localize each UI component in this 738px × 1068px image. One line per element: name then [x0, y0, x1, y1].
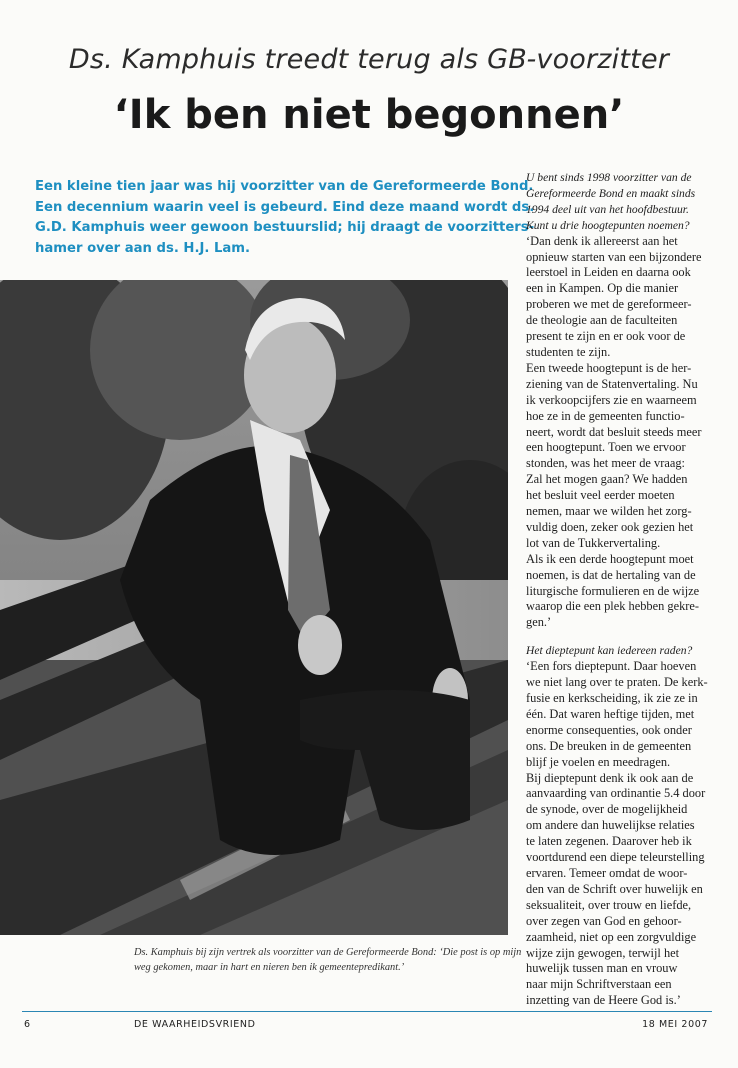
- answer-line: neert, wordt dat besluit steeds meer: [526, 424, 702, 439]
- answer-line: het besluit veel eerder moeten: [526, 488, 675, 503]
- answer-line: leerstoel in Leiden en daarna ook: [526, 265, 691, 280]
- answer-line: ziening van de Statenvertaling. Nu: [526, 376, 698, 391]
- question-line: Gereformeerde Bond en maakt sinds: [526, 186, 696, 200]
- answer-line: een in Kampen. Op die manier: [526, 281, 679, 296]
- footer-rule: [22, 1011, 712, 1012]
- answer-line: nemen, maar we wilden het zorg-: [526, 504, 692, 519]
- answer-line: wijze zijn gewogen, terwijl het: [526, 945, 680, 960]
- answer-line: liturgische formulieren en de wijze: [526, 583, 700, 598]
- answer-line: ik verkoopcijfers zie en waarneem: [526, 392, 697, 407]
- caption-line: weg gekomen, maar in hart en nieren ben ik gemeentepredikant.’: [134, 961, 405, 973]
- answer-line: voortdurend een diepe teleurstelling: [526, 850, 705, 865]
- answer-line: Een tweede hoogtepunt is de her-: [526, 360, 692, 375]
- answer-line: noemen, is dat de hertaling van de: [526, 567, 696, 582]
- lead-line: Een decennium waarin veel is gebeurd. Eind deze maand wordt ds.: [35, 199, 535, 215]
- answer-line: één. Dat waren heftige tijden, met: [526, 706, 695, 721]
- answer-line: Als ik een derde hoogtepunt moet: [526, 551, 694, 566]
- answer-line: lot van de Tukkervertaling.: [526, 535, 661, 550]
- answer-line: de theologie aan de faculteiten: [526, 313, 678, 328]
- answer-line: hoe ze in de gemeenten functio-: [526, 408, 685, 423]
- portrait-photo: [0, 280, 508, 935]
- publication-name: DE WAARHEIDSVRIEND: [134, 1019, 256, 1030]
- lead-line: G.D. Kamphuis weer gewoon bestuurslid; hij draagt de voorzitters-: [35, 220, 535, 236]
- answer-line: enorme consequenties, ook onder: [526, 722, 692, 737]
- answer-line: zaamheid, niet op een zorgvuldige: [526, 929, 697, 944]
- answer-line: ‘Dan denk ik allereerst aan het: [526, 233, 678, 248]
- answer-line: opnieuw starten van een bijzondere: [526, 249, 702, 264]
- question-line: Kunt u drie hoogtepunten noemen?: [526, 218, 690, 232]
- answer-line: den van de Schrift over huwelijk en: [526, 881, 703, 896]
- article-kicker: Ds. Kamphuis treedt terug als GB-voorzitter: [68, 44, 670, 75]
- lead-line: Een kleine tien jaar was hij voorzitter van de Gereformeerde Bond.: [35, 179, 534, 194]
- answer-line: gen.’: [526, 615, 552, 630]
- question-line: 1994 deel uit van het hoofdbestuur.: [526, 202, 689, 216]
- answer-line: Zal het mogen gaan? We hadden: [526, 472, 688, 487]
- answer-line: te laten zegenen. Daarover heb ik: [526, 834, 692, 849]
- answer-line: seksualiteit, over trouw en liefde,: [526, 897, 692, 912]
- answer-line: ons. De breuken in de gemeenten: [526, 738, 692, 753]
- answer-line: naar mijn Schriftverstaan een: [526, 977, 672, 992]
- question-line: U bent sinds 1998 voorzitter van de: [526, 171, 692, 184]
- answer-line: huwelijk tussen man en vrouw: [526, 961, 678, 976]
- answer-line: proberen we met de gereformeer-: [526, 297, 692, 312]
- answer-line: Bij dieptepunt denk ik ook aan de: [526, 770, 694, 785]
- article-headline: ‘Ik ben niet begonnen’: [113, 92, 625, 138]
- answer-line: vuldig doen, zeker ook gezien het: [526, 519, 694, 534]
- answer-line: ervaren. Temeer omdat de woor-: [526, 865, 688, 880]
- page-number: 6: [24, 1019, 31, 1030]
- answer-line: blijf je voelen en meedragen.: [526, 754, 671, 769]
- answer-line: ‘Een fors dieptepunt. Daar hoeven: [526, 659, 697, 674]
- answer-line: stonden, was het meer de vraag:: [526, 456, 685, 471]
- portrait-illustration: [0, 280, 508, 935]
- issue-date: 18 MEI 2007: [642, 1019, 708, 1030]
- lead-line: hamer over aan ds. H.J. Lam.: [35, 240, 251, 256]
- answer-line: fusie en kerkscheiding, ik zie ze in: [526, 691, 698, 705]
- answer-line: een hoogtepunt. Toen we ervoor: [526, 440, 686, 455]
- question-line: Het dieptepunt kan iedereen raden?: [526, 644, 693, 658]
- answer-line: we niet lang over te praten. De kerk-: [526, 675, 708, 690]
- answer-line: waarop die een plek hebben gekre-: [526, 599, 700, 614]
- answer-line: om andere dan huwelijkse relaties: [526, 818, 695, 833]
- answer-line: present te zijn en er ook voor de: [526, 329, 686, 344]
- interview-column: [526, 170, 726, 1009]
- answer-line: inzetting van de Heere God is.’: [526, 993, 681, 1008]
- answer-line: de synode, over de mogelijkheid: [526, 802, 688, 817]
- paragraph-gap: [526, 631, 726, 643]
- caption-line: Ds. Kamphuis bij zijn vertrek als voorzitter van de Gereformeerde Bond: ‘Die post is op mijn: [134, 947, 522, 958]
- answer-line: over zegen van God en gehoor-: [526, 913, 682, 928]
- answer-line: studenten te zijn.: [526, 344, 611, 359]
- article-lead: [35, 177, 535, 259]
- photo-caption: [134, 946, 522, 975]
- answer-line: aanvaarding van ordinantie 5.4 door: [526, 786, 706, 801]
